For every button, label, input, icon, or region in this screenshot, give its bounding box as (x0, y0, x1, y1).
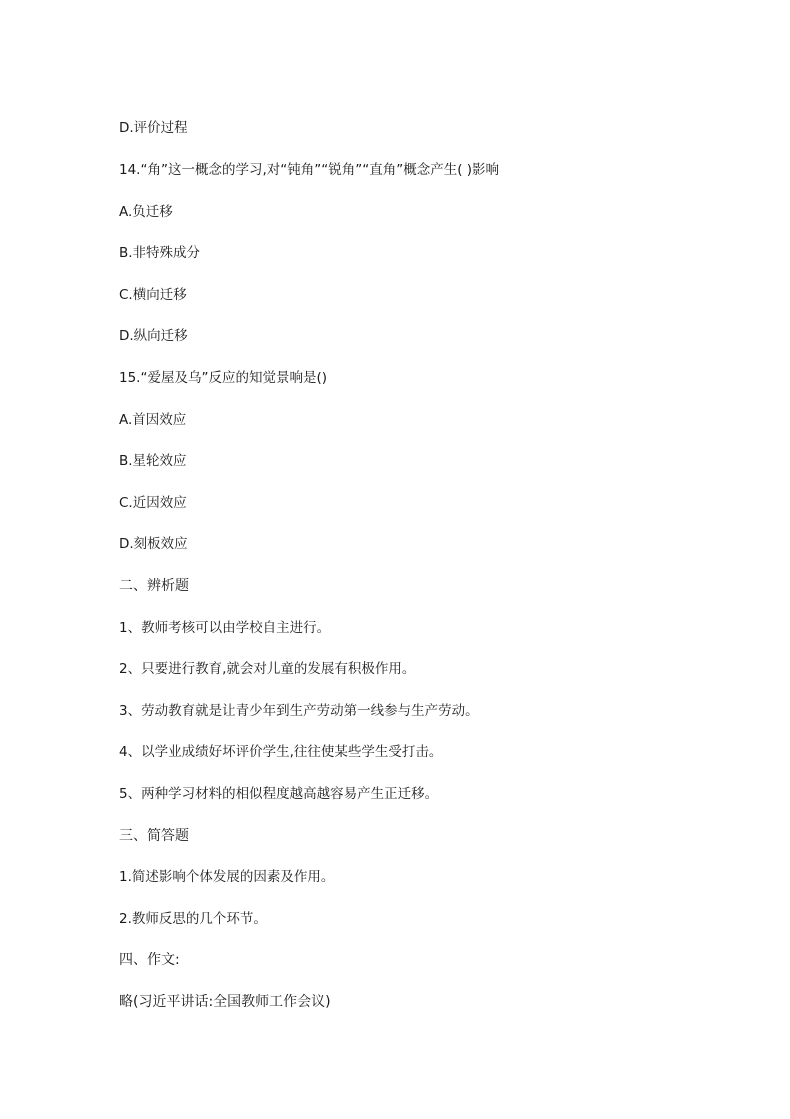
question-14: 14.“角”这一概念的学习,对“钝角”“锐角”“直角”概念产生( )影响 (119, 162, 500, 178)
option-d-q14: D.纵向迁移 (119, 328, 188, 344)
option-d-q13: D.评价过程 (119, 120, 188, 136)
section-heading-analysis: 二、辨析题 (119, 578, 189, 594)
short-answer-item-2: 2.教师反思的几个环节。 (119, 911, 267, 927)
analysis-item-5: 5、两种学习材料的相似程度越高越容易产生正迁移。 (119, 786, 439, 802)
option-c-q15: C.近因效应 (119, 495, 187, 511)
essay-note: 略(习近平讲话:全国教师工作会议) (119, 994, 331, 1010)
analysis-item-1: 1、教师考核可以由学校自主进行。 (119, 620, 331, 636)
option-a-q14: A.负迁移 (119, 204, 173, 220)
analysis-item-3: 3、劳动教育就是让青少年到生产劳动第一线参与生产劳动。 (119, 703, 479, 719)
question-15: 15.“爱屋及乌”反应的知觉景响是() (119, 370, 327, 386)
analysis-item-4: 4、以学业成绩好坏评价学生,往往使某些学生受打击。 (119, 744, 443, 760)
option-c-q14: C.横向迁移 (119, 287, 187, 303)
option-b-q15: B.星轮效应 (119, 453, 187, 469)
option-d-q15: D.刻板效应 (119, 536, 188, 552)
short-answer-item-1: 1.简述影响个体发展的因素及作用。 (119, 869, 335, 885)
section-heading-essay: 四、作文: (119, 952, 180, 968)
option-b-q14: B.非特殊成分 (119, 245, 201, 261)
option-a-q15: A.首因效应 (119, 412, 187, 428)
analysis-item-2: 2、只要进行教育,就会对儿童的发展有积极作用。 (119, 661, 416, 677)
section-heading-short-answer: 三、简答题 (119, 828, 189, 844)
